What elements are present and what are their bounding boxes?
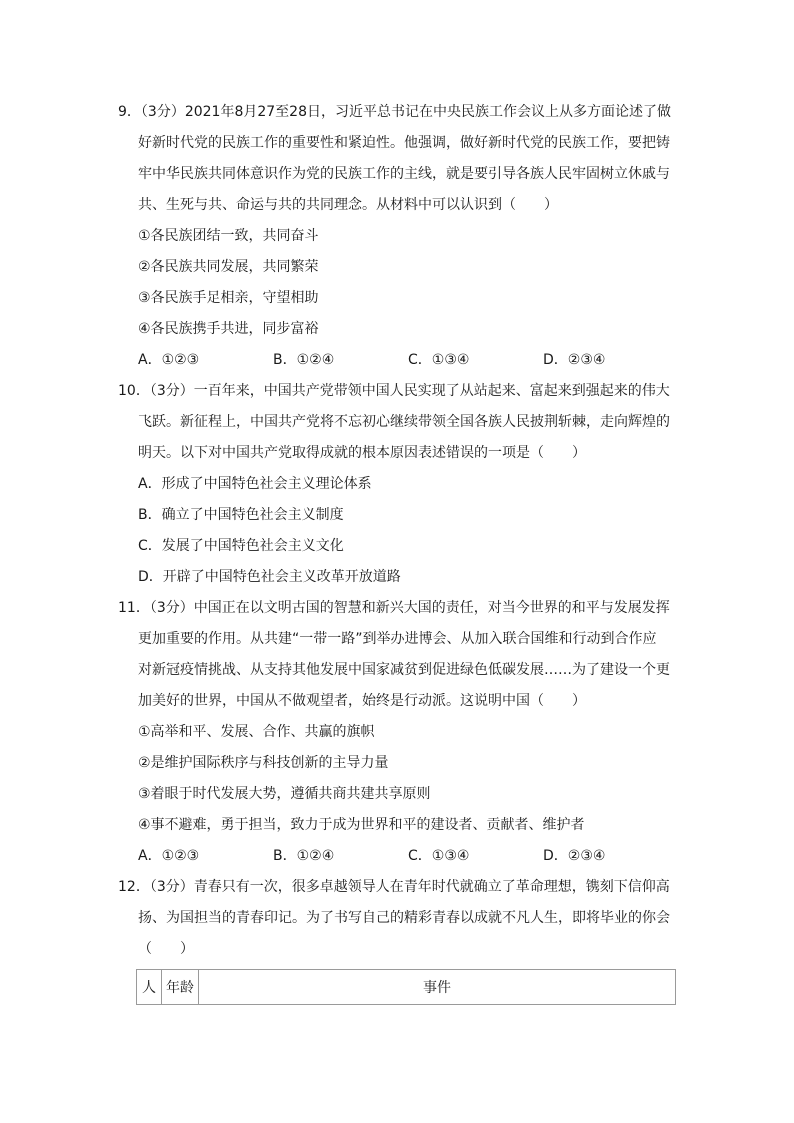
q10-option-b[interactable]: B．确立了中国特色社会主义制度	[138, 507, 344, 523]
q12-stem-line-3: （ ）	[138, 941, 194, 957]
q9-choice-b[interactable]: B．①②④	[273, 352, 335, 368]
q11-choice-d[interactable]: D．②③④	[543, 848, 606, 864]
table-header-age: 年龄	[162, 970, 199, 1005]
q9-item-1: ①各民族团结一致，共同奋斗	[138, 228, 319, 244]
q9-choice-d[interactable]: D．②③④	[543, 352, 606, 368]
q11-choices	[118, 841, 678, 872]
q9-choices	[118, 345, 678, 376]
q12-event-table	[136, 969, 676, 1005]
q11-stem-line-4: 加美好的世界，中国从不做观望者，始终是行动派。这说明中国（ ）	[138, 693, 586, 709]
question-9	[118, 97, 678, 376]
q9-item-2: ②各民族共同发展，共同繁荣	[138, 259, 319, 275]
q9-choice-c[interactable]: C．①③④	[408, 352, 470, 368]
q11-item-4: ④事不避难，勇于担当，致力于成为世界和平的建设者、贡献者、维护者	[138, 817, 585, 833]
q11-item-2: ②是维护国际秩序与科技创新的主导力量	[138, 755, 389, 771]
q11-item-1: ①高举和平、发展、合作、共赢的旗帜	[138, 724, 375, 740]
q9-stem-line-1: 9．（3分）2021年8月27至28日，习近平总书记在中央民族工作会议上从多方面论述了做	[118, 104, 671, 120]
q11-stem-line-3: 对新冠疫情挑战、从支持其他发展中国家减贫到促进绿色低碳发展……为了建设一个更	[138, 662, 670, 678]
q11-choice-a[interactable]: A．①②③	[138, 848, 200, 864]
q9-stem-line-3: 牢中华民族共同体意识作为党的民族工作的主线，就是要引导各族人民牢固树立休戚与	[138, 166, 670, 182]
q10-option-a[interactable]: A．形成了中国特色社会主义理论体系	[138, 476, 372, 492]
q9-item-3: ③各民族手足相亲，守望相助	[138, 290, 319, 306]
q12-stem-line-2: 扬、为国担当的青春印记。为了书写自己的精彩青春以成就不凡人生，即将毕业的你会	[138, 910, 670, 926]
q10-option-c[interactable]: C．发展了中国特色社会主义文化	[138, 538, 344, 554]
table-header-person: 人	[137, 970, 162, 1005]
q10-stem-line-2: 飞跃。新征程上，中国共产党将不忘初心继续带领全国各族人民披荆斩棘，走向辉煌的	[138, 414, 670, 430]
question-12	[118, 872, 678, 1005]
table-header-event: 事件	[199, 970, 676, 1005]
q11-stem-line-1: 11．（3分）中国正在以文明古国的智慧和新兴大国的责任，对当今世界的和平与发展发挥	[118, 600, 670, 616]
q9-stem-line-4: 共、生死与共、命运与共的共同理念。从材料中可以认识到（ ）	[138, 197, 558, 213]
q10-stem-line-1: 10．（3分）一百年来，中国共产党带领中国人民实现了从站起来、富起来到强起来的伟大	[118, 383, 670, 399]
question-list	[118, 97, 678, 1005]
q12-stem-line-1: 12．（3分）青春只有一次，很多卓越领导人在青年时代就确立了革命理想，镌刻下信仰高	[118, 879, 670, 895]
q9-stem-line-2: 好新时代党的民族工作的重要性和紧迫性。他强调，做好新时代党的民族工作，要把铸	[138, 135, 670, 151]
q10-option-d[interactable]: D．开辟了中国特色社会主义改革开放道路	[138, 569, 401, 585]
q11-stem-line-2: 更加重要的作用。从共建“一带一路”到举办进博会、从加入联合国维和行动到合作应	[138, 631, 657, 647]
question-10	[118, 376, 678, 593]
q11-choice-c[interactable]: C．①③④	[408, 848, 470, 864]
q11-choice-b[interactable]: B．①②④	[273, 848, 335, 864]
question-11	[118, 593, 678, 872]
q11-item-3: ③着眼于时代发展大势，遵循共商共建共享原则	[138, 786, 431, 802]
table-header-row	[137, 970, 676, 1005]
q9-choice-a[interactable]: A．①②③	[138, 352, 200, 368]
q10-stem-line-3: 明天。以下对中国共产党取得成就的根本原因表述错误的一项是（ ）	[138, 445, 586, 461]
q9-item-4: ④各民族携手共进，同步富裕	[138, 321, 319, 337]
